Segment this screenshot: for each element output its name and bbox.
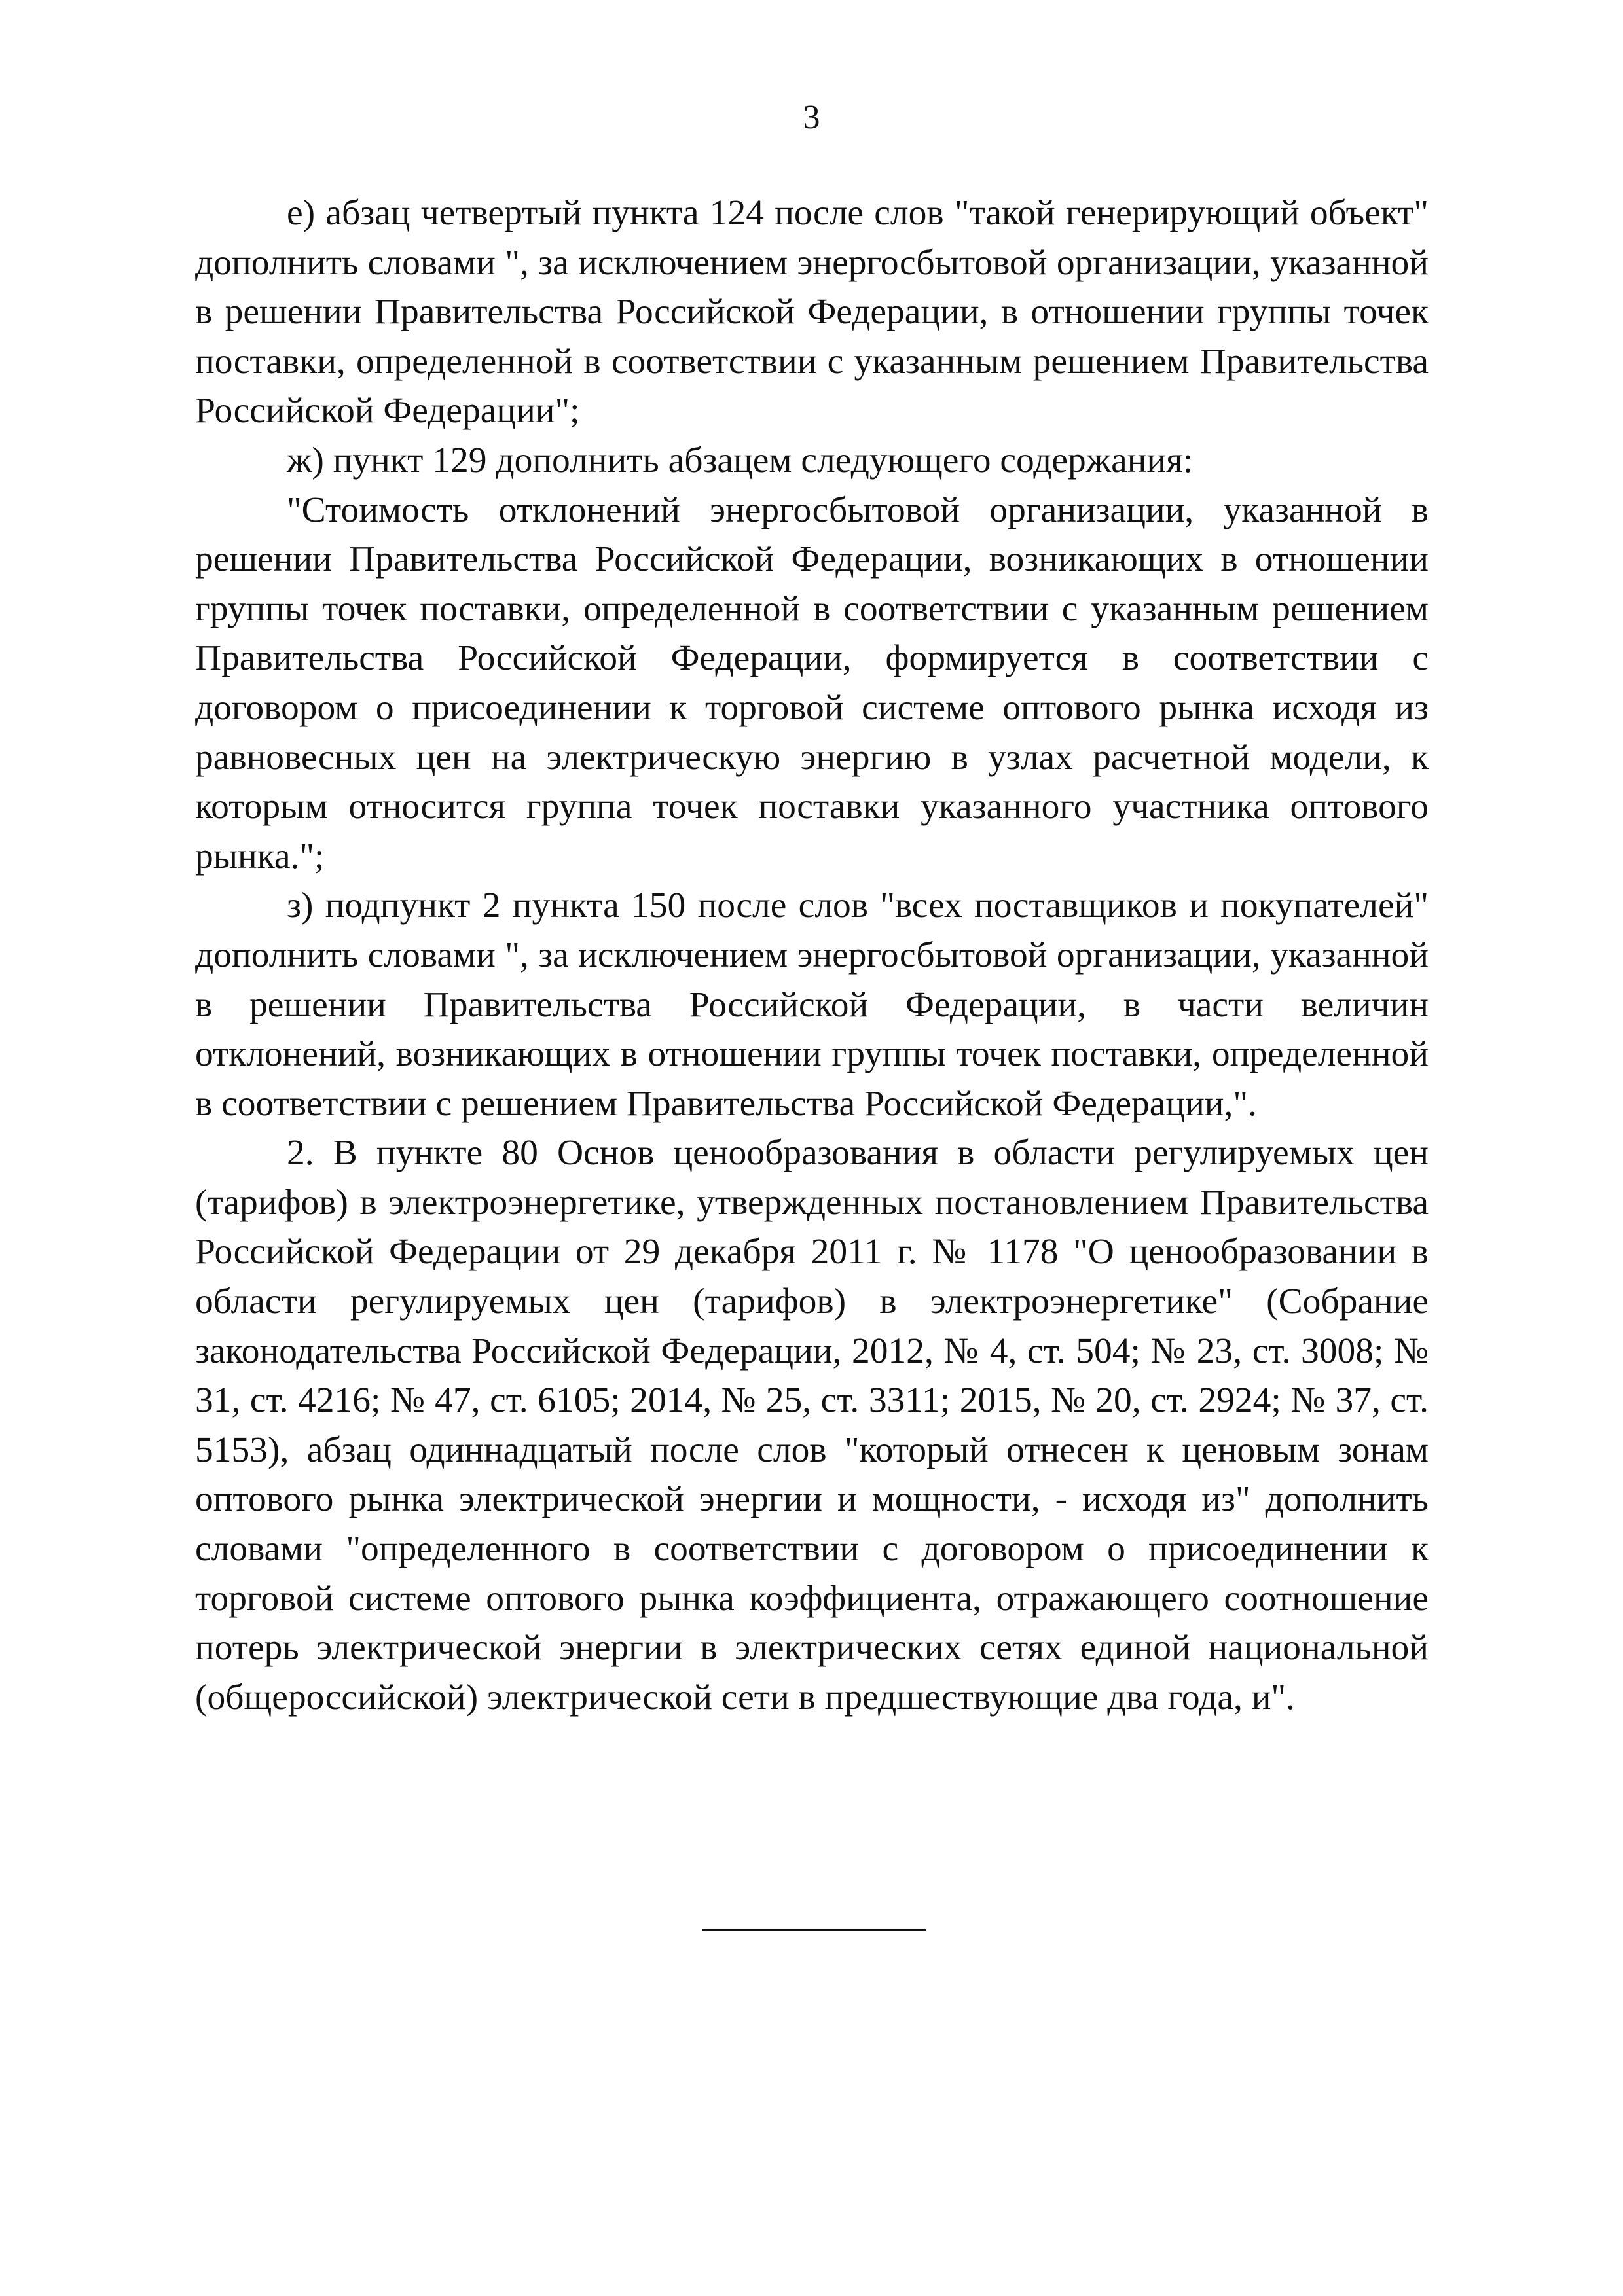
paragraph-item-z: з) подпункт 2 пункта 150 после слов "всех поставщиков и покупателей" дополнить словами ", за исключением энергосбытовой организации, указанной в решении Правительства Российской Федерации, в части величин отклонений, возникающих в отношении группы точек поставки, определенной в соответствии с решением Правительства Российской Федерации,". (195, 886, 1429, 1124)
document-body (195, 188, 1429, 1722)
page-number: 3 (803, 99, 820, 136)
end-separator-line (702, 1929, 926, 1931)
paragraph-quoted-text: "Стоимость отклонений энергосбытовой организации, указанной в решении Правительства Российской Федерации, возникающих в отношении группы точек поставки, определенной в соответствии с указанным решением Правительства Российской Федерации, формируется в соответствии с договором о присоединении к торговой системе оптового рынка исходя из равновесных цен на электрическую энергию в узлах расчетной модели, к которым относится группа точек поставки указанного участника оптового рынка."; (195, 490, 1429, 876)
paragraph-item-e: е) абзац четвертый пункта 124 после слов "такой генерирующий объект" дополнить словами ", за исключением энергосбытовой организации, указанной в решении Правительства Российской Федерации, в отношении группы точек поставки, определенной в соответствии с указанным решением Правительства Российской Федерации"; (195, 193, 1429, 431)
paragraph-item-2: 2. В пункте 80 Основ ценообразования в области регулируемых цен (тарифов) в электроэнергетике, утвержденных постановлением Правительства Российской Федерации от 29 декабря 2011 г. № 1178 "О ценообразовании в области регулируемых цен (тарифов) в электроэнергетике" (Собрание законодательства Российской Федерации, 2012, № 4, ст. 504; № 23, ст. 3008; № 31, ст. 4216; № 47, ст. 6105; 2014, № 25, ст. 3311; 2015, № 20, ст. 2924; № 37, ст. 5153), абзац одиннадцатый после слов "который отнесен к ценовым зонам оптового рынка электрической энергии и мощности, - исходя из" дополнить словами "определенного в соответствии с договором о присоединении к торговой системе оптового рынка коэффициента, отражающего соотношение потерь электрической энергии в электрических сетях единой национальной (общероссийской) электрической сети в предшествующие два года, и". (195, 1133, 1429, 1717)
paragraph-item-zh: ж) пункт 129 дополнить абзацем следующего содержания: (287, 440, 1194, 480)
